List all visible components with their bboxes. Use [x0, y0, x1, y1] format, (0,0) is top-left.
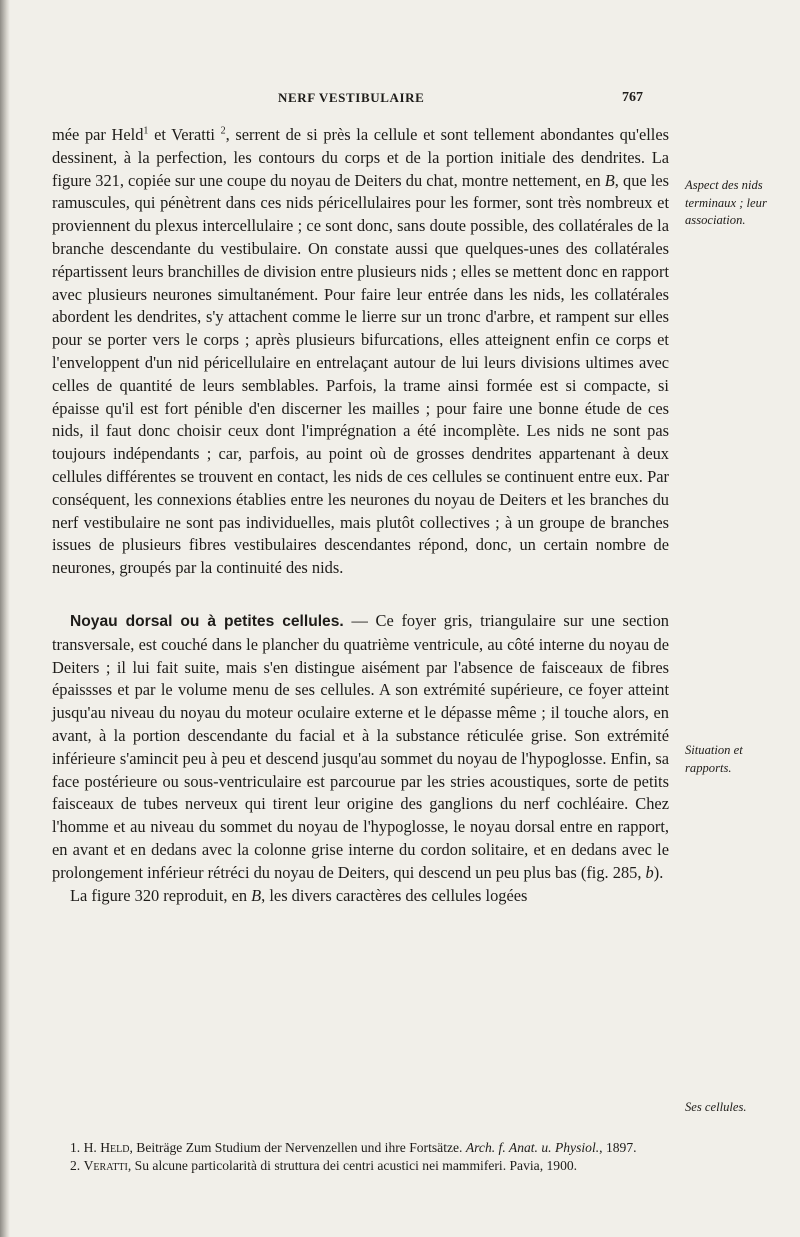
footnote-1	[52, 1139, 669, 1157]
footnote-author: H. Held	[83, 1140, 130, 1155]
figure-letter: b	[645, 862, 654, 882]
footnote-journal: Arch. f. Anat. u. Physiol.	[465, 1140, 600, 1155]
footnotes	[52, 1139, 669, 1175]
paragraph-nests	[52, 124, 669, 580]
footnote-ref-1: 1	[143, 125, 149, 137]
figure-letter: B	[251, 885, 262, 905]
margin-note-situation: Situation et rapports.	[685, 743, 743, 775]
text-run: et Veratti	[148, 125, 221, 144]
figure-letter: B	[604, 170, 615, 190]
body-text	[52, 124, 669, 907]
page-header	[0, 90, 800, 114]
text-run: La figure 320 reproduit, en	[70, 885, 252, 905]
text-run: , les divers caractères des cellules logées	[261, 885, 528, 905]
footnote-number: 1.	[70, 1140, 81, 1155]
page-number: 767	[622, 90, 643, 105]
footnote-author: Veratti	[83, 1158, 128, 1173]
paragraph-dorsal-nucleus	[52, 610, 669, 885]
text-run: — Ce foyer gris, triangulaire sur une section transversale, est couché dans le plancher du quatrième ventricule, au côté interne du noyau de Deiters ; il lui fait suite, mais s'en distingue aisément par l'absence de faisceaux de fibres épaissses et par le volume menu de ses cellules. A son extrémité supérieure, ce foyer atteint jusqu'au niveau du noyau du moteur oculaire externe et le dépasse même ; il touche alors, en avant, à la portion descendante du facial et à la substance réticulée grise. Son extrémité inférieure s'amincit peu à peu et descend jusqu'au sommet du noyau de l'hypoglosse. Enfin, sa face postérieure ou sous-ventriculaire est parcourue par les stries acoustiques, sorte de petits faisceaux de tubes nerveux qui tirent leur origine des ganglions du nerf cochléaire. Chez l'homme et au niveau du sommet du noyau de l'hypoglosse, le noyau dorsal entre en rapport, en avant et en dedans avec la colonne grise interne du cordon solitaire, et en dedans avec le prolongement inférieur rétréci du noyau de Deiters, qui descend un peu plus bas (fig. 285,	[52, 610, 669, 882]
footnote-number: 2.	[70, 1158, 81, 1173]
footnote-text: , 1897.	[599, 1140, 637, 1155]
footnote-text: , Su alcune particolarità di struttura dei centri acustici nei mammiferi. Pavia, 1900.	[127, 1158, 578, 1173]
running-title: NERF VESTIBULAIRE	[278, 90, 425, 105]
text-run: mée par Held	[52, 125, 144, 144]
paragraph-cells	[52, 885, 669, 908]
margin-note-nests: Aspect des nids terminaux ; leur association.	[685, 178, 767, 227]
text-run: , que les ramuscules, qui pénètrent dans ces nids péricellulaires pour les former, sont très nombreux et proviennent du plexus intercellulaire ; ce sont donc, sans doute possible, des collatérales de la branche descendante du vestibulaire. On constate aussi que quelques-unes des collatérales répartissent leurs branchilles de division entre plusieurs nids ; elles se mettent donc en rapport avec plusieurs neurones simultanément. Pour faire leur entrée dans les nids, les collatérales abordent les dendrites, s'y attachent comme le lierre sur un tronc d'arbre, et rampent sur elles pour se porter vers le corps ; après plusieurs bifurcations, elles atteignent enfin ce corps et l'enveloppent d'un nid péricellulaire en entrelaçant autour de lui leurs divisions ultimes avec celles de quantité de leurs semblables. Parfois, la trame ainsi formée est si compacte, si épaisse qu'il est fort pénible d'en discerner les mailles ; pour faire une bonne étude de ces nids, il faut donc choisir ceux dont l'imprégnation a été incomplète. Les nids ne sont pas toujours indépendants ; car, parfois, au point où de grosses dendrites appartenant à deux cellules différentes se trouvent en contact, les nids de ces cellules se continuent entre eux. Par conséquent, les connexions établies entre les neurones du noyau de Deiters et les branches du nerf vestibulaire ne sont pas individuelles, mais plutôt collectives ; à un groupe de branches issues de plusieurs fibres vestibulaires descendantes répond, donc, un certain nombre de neurones, groupés par la continuité des nids.	[52, 170, 669, 578]
margin-note-cells: Ses cellules.	[685, 1100, 747, 1114]
text-run: , serrent de si près la cellule et sont tellement abondantes qu'elles dessinent, à la perfection, les contours du corps et de la portion initiale des dendrites. La figure 321, copiée sur une coupe du noyau de Deiters du chat, montre nettement, en	[52, 125, 669, 190]
section-heading: Noyau dorsal ou à petites cellules.	[70, 612, 344, 630]
page-binding-edge	[0, 0, 10, 1237]
footnote-2	[52, 1157, 669, 1175]
text-run: ).	[653, 862, 664, 882]
footnote-ref-2: 2	[220, 125, 226, 137]
footnote-text: , Beiträge Zum Studium der Nervenzellen und ihre Fortsätze.	[129, 1140, 466, 1155]
